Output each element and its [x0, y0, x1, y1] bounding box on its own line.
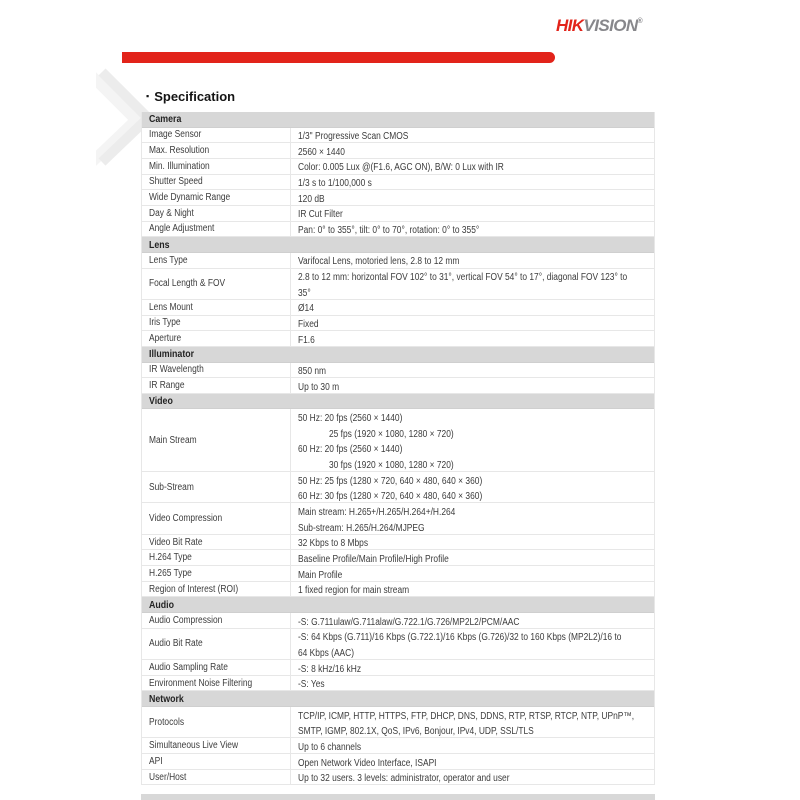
spec-value-line: IR Cut Filter	[298, 209, 343, 221]
spec-label	[142, 128, 291, 143]
spec-label	[142, 613, 291, 628]
spec-value-line: 1 fixed region for main stream	[298, 585, 410, 597]
logo-vision-text: VISION	[583, 16, 638, 35]
spec-label	[142, 472, 291, 502]
section-title: Network	[149, 692, 184, 705]
spec-value-line: 1/3 s to 1/100,000 s	[298, 178, 372, 190]
spec-value-line: Ø14	[298, 303, 314, 315]
spec-value	[291, 660, 654, 675]
spec-label	[142, 707, 291, 737]
spec-table	[141, 112, 655, 785]
spec-label-text: Iris Type	[149, 317, 181, 329]
section-header-audio	[142, 597, 654, 613]
spec-label-text: Video Compression	[149, 513, 223, 525]
spec-label	[142, 566, 291, 581]
next-section-partial-header	[141, 794, 655, 800]
spec-value	[291, 738, 654, 753]
spec-row-sub-stream	[142, 472, 654, 503]
spec-label-text: Image Sensor	[149, 129, 202, 141]
spec-label-text: Focal Length & FOV	[149, 278, 226, 290]
spec-value	[291, 770, 654, 785]
spec-label-text: Audio Sampling Rate	[149, 661, 228, 673]
spec-row-lens-type	[142, 253, 654, 269]
hikvision-logo	[556, 16, 643, 36]
spec-label	[142, 550, 291, 565]
spec-value	[291, 582, 654, 597]
spec-label	[142, 676, 291, 691]
spec-value-line: Up to 32 users. 3 levels: administrator, operator and user	[298, 773, 510, 785]
spec-value	[291, 503, 654, 533]
spec-value-line: F1.6	[298, 334, 315, 346]
spec-value-line: -S: G.711ulaw/G.711alaw/G.722.1/G.726/MP2L2/PCM/AAC	[298, 616, 520, 628]
spec-value	[291, 629, 683, 659]
red-accent-bar	[122, 52, 555, 63]
spec-label-text: Video Bit Rate	[149, 536, 203, 548]
spec-value	[291, 409, 654, 471]
spec-row-audio-sampling-rate	[142, 660, 654, 676]
spec-value	[291, 159, 654, 174]
spec-value-line: 120 dB	[298, 193, 325, 205]
spec-value	[291, 316, 654, 331]
spec-label	[142, 269, 291, 299]
spec-value-line: Up to 30 m	[298, 381, 340, 393]
spec-value	[291, 300, 654, 315]
spec-label-text: User/Host	[149, 771, 187, 783]
spec-row-environment-noise-filtering	[142, 676, 654, 692]
spec-label-text: IR Wavelength	[149, 364, 204, 376]
spec-value	[291, 190, 654, 205]
spec-value	[291, 535, 654, 550]
spec-label	[142, 300, 291, 315]
spec-label	[142, 143, 291, 158]
spec-label-text: Audio Bit Rate	[149, 638, 203, 650]
spec-value-line: Varifocal Lens, motoried lens, 2.8 to 12 mm	[298, 256, 460, 268]
spec-value-line: -S: 64 Kbps (G.711)/16 Kbps (G.722.1)/16 Kbps (G.726)/32 to 160 Kbps (MP2L2)/16 to	[298, 632, 622, 644]
spec-row-region-of-interest-roi	[142, 582, 654, 598]
section-header-lens	[142, 237, 654, 253]
spec-label-text: Lens Type	[149, 254, 188, 266]
spec-label-text: API	[149, 755, 163, 767]
spec-label	[142, 253, 291, 268]
spec-row-aperture	[142, 331, 654, 347]
spec-row-main-stream	[142, 409, 654, 472]
spec-label	[142, 190, 291, 205]
spec-label-text: IR Range	[149, 380, 185, 391]
spec-label-text: Max. Resolution	[149, 145, 210, 157]
spec-row-protocols	[142, 707, 654, 738]
spec-value-line: 1/3" Progressive Scan CMOS	[298, 131, 409, 143]
spec-row-iris-type	[142, 316, 654, 332]
spec-value	[291, 175, 654, 190]
spec-value-line: 60 Hz: 30 fps (1280 × 720, 640 × 480, 640 × 360)	[298, 491, 483, 503]
registered-trademark-icon: ®	[637, 18, 643, 25]
spec-value	[291, 550, 654, 565]
spec-row-shutter-speed	[142, 175, 654, 191]
spec-value	[291, 378, 654, 393]
spec-label	[142, 206, 291, 221]
spec-label	[142, 535, 291, 550]
spec-row-simultaneous-live-view	[142, 738, 654, 754]
spec-row-user-host	[142, 770, 654, 786]
spec-value-line: Up to 6 channels	[298, 741, 362, 753]
spec-row-video-compression	[142, 503, 654, 534]
spec-row-angle-adjustment	[142, 222, 654, 238]
spec-label-text: Sub-Stream	[149, 481, 194, 493]
spec-row-ir-wavelength	[142, 363, 654, 379]
page-title-text: Specification	[154, 89, 236, 104]
spec-label	[142, 316, 291, 331]
spec-label-text: Main Stream	[149, 434, 197, 446]
spec-value-line: 32 Kbps to 8 Mbps	[298, 538, 369, 550]
spec-value-line: -S: Yes	[298, 679, 325, 691]
spec-row-focal-length-fov	[142, 269, 654, 300]
heading-bullet-icon: ▪	[146, 91, 150, 101]
spec-row-video-bit-rate	[142, 535, 654, 551]
section-title: Illuminator	[149, 348, 195, 361]
spec-value-line: Main stream: H.265+/H.265/H.264+/H.264	[298, 507, 456, 518]
spec-label-text: Aperture	[149, 333, 182, 345]
spec-value	[291, 143, 654, 158]
spec-value-line: 35°	[298, 287, 311, 299]
spec-row-h-265-type	[142, 566, 654, 582]
spec-value	[291, 754, 654, 769]
spec-value-line: Color: 0.005 Lux @(F1.6, AGC ON), B/W: 0 Lux with IR	[298, 162, 504, 174]
spec-label	[142, 660, 291, 675]
spec-label-text: Simultaneous Live View	[149, 740, 239, 752]
section-header-camera	[142, 112, 654, 128]
section-title: Audio	[149, 598, 174, 611]
spec-label	[142, 754, 291, 769]
spec-value-line: Fixed	[298, 319, 319, 331]
section-header-video	[142, 394, 654, 410]
spec-value-line: 2.8 to 12 mm: horizontal FOV 102° to 31°, vertical FOV 54° to 17°, diagonal FOV 123° to	[298, 272, 628, 284]
spec-label	[142, 582, 291, 597]
spec-value	[291, 206, 654, 221]
spec-value-line: TCP/IP, ICMP, HTTP, HTTPS, FTP, DHCP, DNS, DDNS, RTP, RTSP, RTCP, NTP, UPnP™,	[298, 710, 635, 722]
spec-value	[291, 331, 654, 346]
spec-value	[291, 222, 654, 237]
spec-label-text: Environment Noise Filtering	[149, 677, 253, 689]
spec-value	[291, 613, 654, 628]
spec-value-line: 64 Kbps (AAC)	[298, 647, 355, 659]
spec-label	[142, 159, 291, 174]
spec-value	[291, 472, 654, 502]
spec-value	[291, 707, 698, 737]
section-header-network	[142, 691, 654, 707]
page-title	[146, 89, 235, 104]
spec-value	[291, 253, 654, 268]
spec-value-line: 50 Hz: 20 fps (2560 × 1440)	[298, 413, 403, 425]
spec-label-text: Wide Dynamic Range	[149, 192, 231, 204]
spec-label-text: Lens Mount	[149, 301, 193, 313]
spec-label-text: Audio Compression	[149, 614, 223, 626]
spec-value-line: 60 Hz: 20 fps (2560 × 1440)	[298, 444, 403, 456]
spec-label-text: Day & Night	[149, 207, 194, 219]
section-title: Lens	[149, 238, 170, 251]
section-title: Video	[149, 395, 173, 408]
section-title: Camera	[149, 113, 182, 126]
spec-label-text: Angle Adjustment	[149, 223, 215, 235]
spec-label	[142, 331, 291, 346]
spec-value-line: 50 Hz: 25 fps (1280 × 720, 640 × 480, 640 × 360)	[298, 475, 483, 487]
spec-label	[142, 629, 291, 659]
spec-row-audio-compression	[142, 613, 654, 629]
spec-row-min-illumination	[142, 159, 654, 175]
spec-row-wide-dynamic-range	[142, 190, 654, 206]
spec-label	[142, 222, 291, 237]
spec-label	[142, 738, 291, 753]
spec-value	[291, 269, 690, 299]
spec-row-api	[142, 754, 654, 770]
spec-label	[142, 378, 291, 393]
spec-label-text: Protocols	[149, 716, 185, 728]
spec-value-line: 30 fps (1920 × 1080, 1280 × 720)	[329, 459, 454, 471]
spec-label	[142, 175, 291, 190]
spec-label-text: H.265 Type	[149, 567, 192, 579]
spec-row-lens-mount	[142, 300, 654, 316]
spec-value-line: 850 nm	[298, 366, 327, 378]
spec-row-ir-range	[142, 378, 654, 394]
spec-label	[142, 363, 291, 378]
spec-value-line: 2560 × 1440	[298, 146, 345, 158]
spec-value-line: Baseline Profile/Main Profile/High Profile	[298, 553, 449, 565]
spec-value	[291, 566, 654, 581]
section-header-illuminator	[142, 347, 654, 363]
spec-label-text: Region of Interest (ROI)	[149, 583, 239, 595]
spec-label	[142, 503, 291, 533]
spec-value	[291, 128, 654, 143]
spec-value-line: Main Profile	[298, 569, 343, 581]
spec-value	[291, 363, 654, 378]
spec-label	[142, 409, 291, 471]
spec-value-line: SMTP, IGMP, 802.1X, QoS, IPv6, Bonjour, IPv4, UDP, SSL/TLS	[298, 726, 534, 738]
spec-row-max-resolution	[142, 143, 654, 159]
spec-label-text: H.264 Type	[149, 552, 192, 564]
spec-value-line: -S: 8 kHz/16 kHz	[298, 663, 362, 675]
spec-row-audio-bit-rate	[142, 629, 654, 660]
spec-label	[142, 770, 291, 785]
spec-value	[291, 676, 654, 691]
spec-value-line: Open Network Video Interface, ISAPI	[298, 757, 437, 769]
spec-value-line: 25 fps (1920 × 1080, 1280 × 720)	[329, 428, 454, 440]
spec-value-line: Sub-stream: H.265/H.264/MJPEG	[298, 522, 425, 534]
spec-value-line: Pan: 0° to 355°, tilt: 0° to 70°, rotation: 0° to 355°	[298, 225, 480, 237]
logo-hik-text: HIK	[556, 16, 584, 35]
spec-row-image-sensor	[142, 128, 654, 144]
spec-label-text: Shutter Speed	[149, 176, 203, 188]
spec-row-h-264-type	[142, 550, 654, 566]
spec-label-text: Min. Illumination	[149, 160, 210, 172]
spec-row-day-night	[142, 206, 654, 222]
